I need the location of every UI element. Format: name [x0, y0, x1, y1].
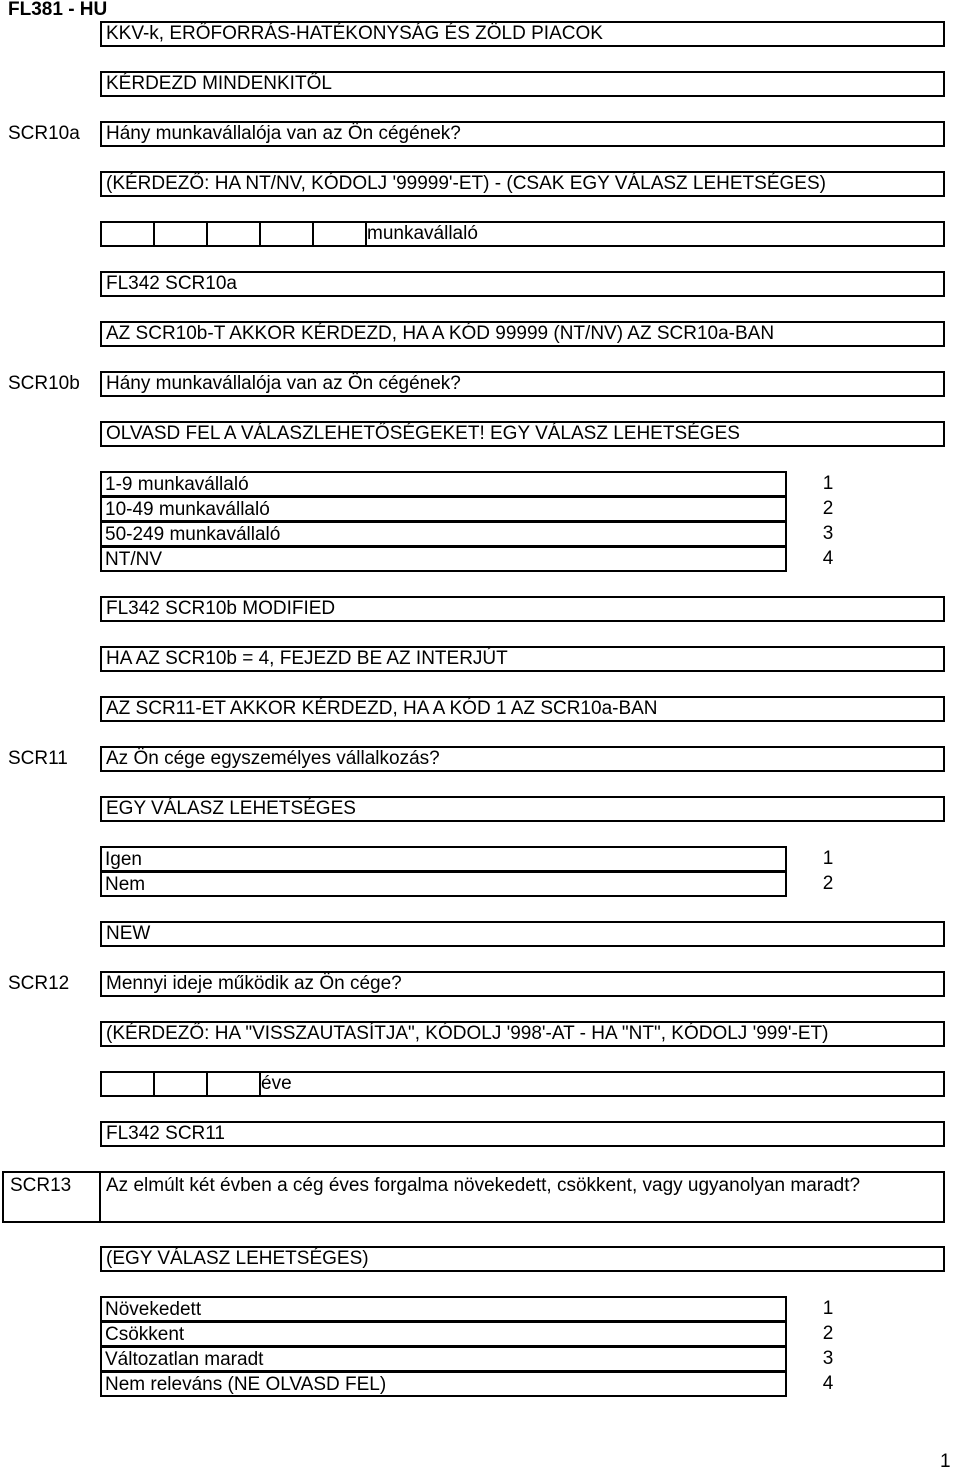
filter-scr11	[100, 696, 945, 722]
ask-all-text: KÉRDEZD MINDENKITŐL	[106, 73, 332, 94]
question-scr10a	[100, 121, 945, 147]
survey-section-title	[100, 21, 945, 47]
instruction-scr13	[100, 1246, 945, 1272]
option-scr10b-2[interactable]	[100, 496, 787, 522]
question-scr10b-text: Hány munkavállalója van az Ön cégének?	[106, 373, 461, 394]
question-scr11-text: Az Ön cége egyszemélyes vállalkozás?	[106, 748, 440, 769]
instruction-scr10b-text: OLVASD FEL A VÁLASZLEHETŐSÉGEKET! EGY VÁLASZ LEHETSÉGES	[106, 423, 740, 444]
instruction-scr12	[100, 1021, 945, 1047]
option-label: Nem	[105, 874, 146, 895]
option-label: 50-249 munkavállaló	[105, 524, 281, 545]
digit-box[interactable]	[314, 223, 367, 245]
filter-scr10b	[100, 321, 945, 347]
option-code: 4	[822, 1373, 834, 1394]
digit-box[interactable]	[261, 223, 314, 245]
reference-text: FL342 SCR11	[106, 1123, 225, 1144]
years-entry[interactable]	[100, 1071, 945, 1097]
option-code: 2	[822, 498, 834, 519]
digit-box[interactable]	[208, 223, 261, 245]
page-number: 1	[940, 1451, 951, 1472]
option-label: Nem releváns (NE OLVASD FEL)	[105, 1374, 387, 1395]
option-code: 1	[822, 1298, 834, 1319]
option-code: 3	[822, 523, 834, 544]
question-code-scr10a: SCR10a	[8, 123, 80, 144]
option-label: Növekedett	[105, 1299, 202, 1320]
interviewer-instruction-scr10a	[100, 171, 945, 197]
question-scr12	[100, 971, 945, 997]
unit-label-cell	[261, 1073, 943, 1095]
ask-all-instruction	[100, 71, 945, 97]
question-code-scr12: SCR12	[8, 973, 70, 994]
unit-label: munkavállaló	[367, 223, 478, 244]
reference-fl342-scr10b	[100, 596, 945, 622]
question-scr13	[99, 1171, 945, 1223]
question-scr13-text: Az elmúlt két évben a cég éves forgalma növekedett, csökkent, vagy ugyanolyan maradt?	[106, 1175, 861, 1196]
option-label: NT/NV	[105, 549, 162, 570]
document-id: FL381 - HU	[8, 0, 108, 20]
question-code-scr11: SCR11	[8, 748, 68, 769]
option-label: 10-49 munkavállaló	[105, 499, 270, 520]
reference-text: FL342 SCR10a	[106, 273, 237, 294]
option-scr11-1[interactable]	[100, 846, 787, 872]
option-scr13-1[interactable]	[100, 1296, 787, 1322]
question-code-scr10b: SCR10b	[8, 373, 80, 394]
instruction-scr12-text: (KÉRDEZŐ: HA "VISSZAUTASÍTJA", KÓDOLJ '998'-AT - HA "NT", KÓDOLJ '999'-ET)	[106, 1023, 829, 1044]
option-code: 4	[822, 548, 834, 569]
question-scr12-text: Mennyi ideje működik az Ön cége?	[106, 973, 402, 994]
new-label	[100, 921, 945, 947]
employee-count-entry[interactable]	[100, 221, 945, 247]
instruction-scr11	[100, 796, 945, 822]
question-scr10b	[100, 371, 945, 397]
unit-label: éve	[261, 1073, 292, 1094]
option-scr13-2[interactable]	[100, 1321, 787, 1347]
option-scr13-3[interactable]	[100, 1346, 787, 1372]
section-title-text: KKV-k, ERŐFORRÁS-HATÉKONYSÁG ÉS ZÖLD PIACOK	[106, 23, 603, 44]
reference-text: FL342 SCR10b MODIFIED	[106, 598, 336, 619]
option-scr11-2[interactable]	[100, 871, 787, 897]
filter-text: AZ SCR11-ET AKKOR KÉRDEZD, HA A KÓD 1 AZ SCR10a-BAN	[106, 698, 658, 719]
option-scr13-4[interactable]	[100, 1371, 787, 1397]
question-scr11	[100, 746, 945, 772]
option-code: 2	[822, 873, 834, 894]
instruction-scr13-text: (EGY VÁLASZ LEHETSÉGES)	[106, 1248, 369, 1269]
option-code: 1	[822, 848, 834, 869]
digit-box[interactable]	[102, 223, 155, 245]
unit-label-cell	[367, 223, 943, 245]
instruction-scr10a-text: (KÉRDEZŐ: HA NT/NV, KÓDOLJ '99999'-ET) - (CSAK EGY VÁLASZ LEHETSÉGES)	[106, 173, 826, 194]
question-scr10a-text: Hány munkavállalója van az Ön cégének?	[106, 123, 461, 144]
option-scr10b-1[interactable]	[100, 471, 787, 497]
option-label: 1-9 munkavállaló	[105, 474, 249, 495]
digit-box[interactable]	[155, 223, 208, 245]
option-code: 2	[822, 1323, 834, 1344]
reference-fl342-scr11	[100, 1121, 945, 1147]
option-label: Változatlan maradt	[105, 1349, 264, 1370]
digit-box[interactable]	[102, 1073, 155, 1095]
filter-text: AZ SCR10b-T AKKOR KÉRDEZD, HA A KÓD 99999 (NT/NV) AZ SCR10a-BAN	[106, 323, 775, 344]
question-code-scr13: SCR13	[10, 1175, 72, 1196]
instruction-scr11-text: EGY VÁLASZ LEHETSÉGES	[106, 798, 356, 819]
instruction-scr10b	[100, 421, 945, 447]
new-text: NEW	[106, 923, 151, 944]
option-scr10b-4[interactable]	[100, 546, 787, 572]
option-label: Csökkent	[105, 1324, 185, 1345]
digit-box[interactable]	[155, 1073, 208, 1095]
option-code: 3	[822, 1348, 834, 1369]
digit-box[interactable]	[208, 1073, 261, 1095]
question-code-scr13-box	[2, 1171, 101, 1223]
end-interview-instruction	[100, 646, 945, 672]
option-code: 1	[822, 473, 834, 494]
reference-fl342-scr10a	[100, 271, 945, 297]
end-interview-text: HA AZ SCR10b = 4, FEJEZD BE AZ INTERJÚT	[106, 648, 508, 669]
option-label: Igen	[105, 849, 142, 870]
option-scr10b-3[interactable]	[100, 521, 787, 547]
